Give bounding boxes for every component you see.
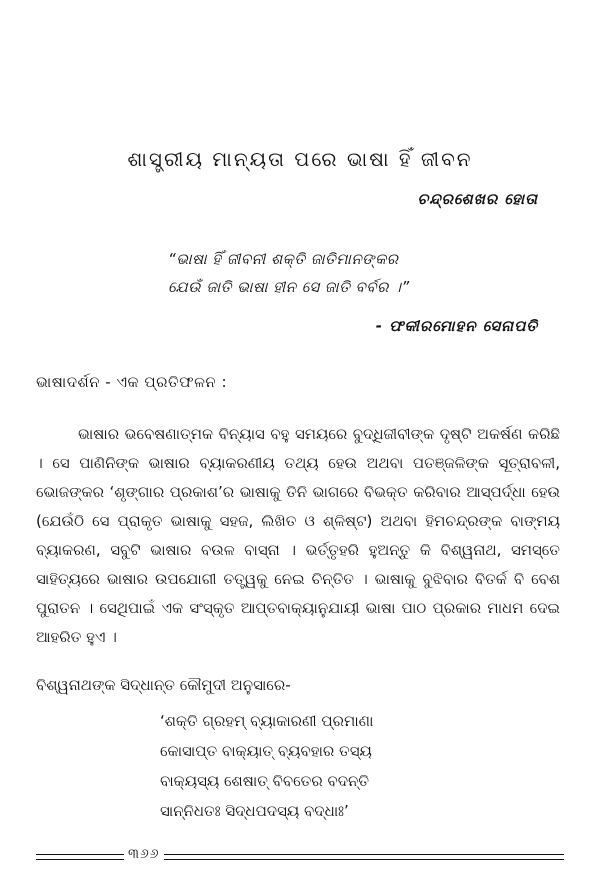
page-footer: [36, 846, 564, 866]
epigraph-line: “ଭାଷା ହିଁ ଜୀବନୀ ଶକ୍ତି ଜାତିମାନଙ୍କର: [168, 250, 399, 268]
section-heading: ଭାଷାଦର୍ଶନ - ଏକ ପ୍ରତିଫଳନ :: [36, 373, 228, 391]
verse-intro: ବିଶ୍ୱନାଥଙ୍କ ସିଦ୍ଧାନ୍ତ କୌମୁଦୀ ଅନୁସାରେ-: [36, 676, 291, 694]
article-title: ଶାସ୍ତ୍ରୀୟ ମାନ୍ୟତା ପରେ ଭାଷା ହିଁ ଜୀବନ: [127, 147, 473, 171]
footer-rule: [164, 854, 564, 860]
verse-block: [160, 706, 373, 826]
verse-line: ସାନ୍ନିଧତଃ ସିଦ୍ଧପଦସ୍ୟ ବଦ୍ଧାଃ’: [160, 802, 349, 820]
verse-line: କୋସାପ୍ତ ବାକ୍ୟାତ୍ ବ୍ୟବହାର ତସ୍ୟ: [160, 742, 372, 760]
epigraph-attribution: - ଫକୀରମୋହନ ସେନାପତି: [375, 317, 538, 335]
body-paragraph-text: ଭାଷାର ଭବେଷଣାତ୍ମକ ବିନ୍ୟାସ ବହୁ ସମୟରେ ବୁଦ୍ଧିଜୀବୀଙ୍କ ଦୃଷ୍ଟି ଅକର୍ଷଣ କରିଛି । ସେ ପାଣିନିଙ୍କ ଭାଷାର ବ୍ୟାକରଣୀୟ ତଥ୍ୟ ହେଉ ଅଥବା ପତଞ୍ଜଳିଙ୍କ ସୂତ୍ରାବଳୀ, ଭୋଜଙ୍କର ‘ଶୃଙ୍ଗାର ପ୍ରକାଶ’ର ଭାଷାକୁ ତିନି ଭାଗରେ ବିଭକ୍ତ କରିବାର ଆସ୍ପର୍ଦ୍ଧା ହେଉ (ଯେଉଁଠି ସେ ପ୍ରାକୃତ ଭାଷାକୁ ସହଜ, ଲିଖିତ ଓ ଶ୍ଳିଷ୍ଟ) ଅଥବା ହିମଚନ୍ଦ୍ରଙ୍କ ବାଙ୍ମୟ ବ୍ୟାକରଣ, ସବୁଟି ଭାଷାର ବଉଳ ବାସ୍ନା । ଭର୍ତ୍ତୃହରି ହୁଅନ୍ତୁ କି ବିଶ୍ୱନାଥ, ସମସ୍ତେ ସାହିତ୍ୟରେ ଭାଷାର ଉପଯୋଗୀ ତତ୍ତ୍ୱକୁ ନେଇ ଚିନ୍ତିତ । ଭାଷାକୁ ବୁଝିବାର ବିତର୍କ ବି ବେଶ ପୁରାତନ । ସେଥିପାଇଁ ଏକ ସଂସ୍କୃତ ଆପ୍ତବାକ୍ୟାନୁଯାୟୀ ଭାଷା ପାଠ ପ୍ରକାର ମାଧମ ଦେଇ ଆହରିତ ହୁଏ ।: [36, 425, 560, 646]
footer-rule: [36, 854, 124, 860]
epigraph: [168, 245, 410, 301]
article-author: ଚନ୍ଦ୍ରଶେଖର ହୋତା: [417, 190, 538, 208]
body-paragraph: [36, 420, 560, 652]
verse-line: ‘ଶକ୍ତି ଗ୍ରହମ୍ ବ୍ୟାକାରଣୀ ପ୍ରମାଣା: [160, 712, 374, 730]
page-number: ୩୬୬: [128, 846, 160, 862]
verse-line: ବାକ୍ୟସ୍ୟ ଶେଷାତ୍ ବିବତେର ବଦନ୍ତି: [160, 772, 370, 790]
epigraph-line: ଯେଉଁ ଜାତି ଭାଷା ହୀନ ସେ ଜାତି ବର୍ବର ।”: [168, 278, 410, 296]
